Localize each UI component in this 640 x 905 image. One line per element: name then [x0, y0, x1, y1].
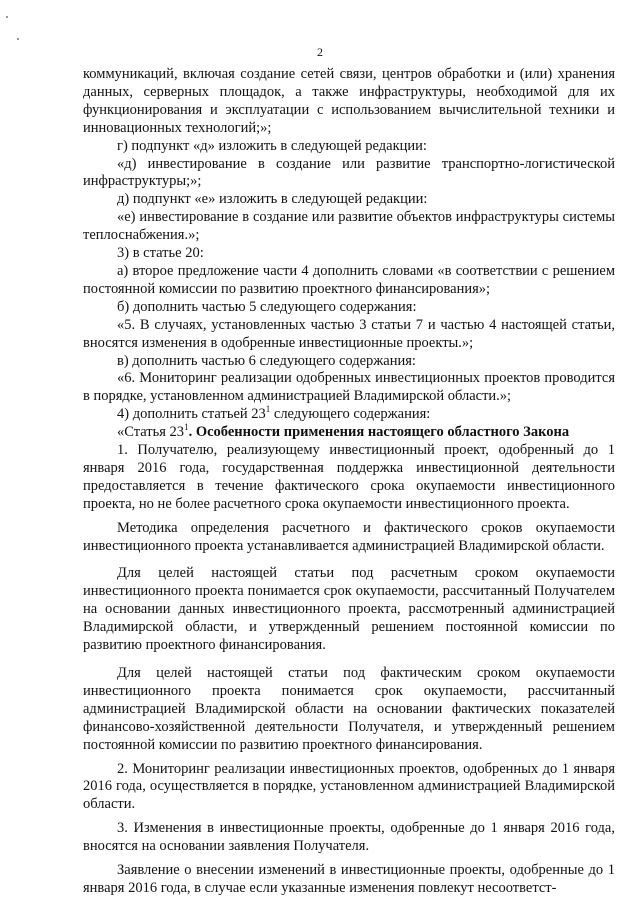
paragraph-text: 4) дополнить статьей 23 [117, 406, 266, 423]
paragraph [83, 406, 615, 424]
scan-speck [17, 38, 19, 40]
paragraph: г) подпункт «д» изложить в следующей редакции: [117, 137, 427, 154]
superscript: 1 [265, 404, 271, 415]
paragraph: «5. В случаях, установленных частью 3 статьи 7 и частью 4 настоящей статьи, вносятся изменения в одобренные инвестиционные проекты.»; [83, 316, 615, 351]
paragraph: Методика определения расчетного и фактического сроков окупаемости инвестиционного проекта устанавливается администрацией Владимирской области. [83, 519, 615, 554]
paragraph: 2. Мониторинг реализации инвестиционных проектов, одобренных до 1 января 2016 года, осуществляется в порядке, установленном администрацией Владимирской области. [83, 760, 615, 813]
paragraph: 1. Получателю, реализующему инвестиционный проект, одобренный до 1 января 2016 года, государственная поддержка инвестиционной деятельности предоставляется в течение фактического срока окупаемости инвестиционного проекта, но не более расчетного срока окупаемости инвестиционного проекта. [83, 442, 615, 512]
paragraph-text: следующего содержания: [270, 406, 431, 423]
superscript: 1 [184, 422, 189, 433]
article-heading-prefix: «Статья 23 [117, 424, 185, 441]
paragraph: а) второе предложение части 4 дополнить словами «в соответствии с решением постоянной комиссии по развитию проектного финансирования»; [83, 262, 615, 297]
document-body [83, 66, 615, 898]
paragraph: «6. Мониторинг реализации одобренных инвестиционных проектов проводится в порядке, установленном администрацией Владимирской области.»; [83, 370, 615, 405]
paragraph: б) дополнить частью 5 следующего содержания: [117, 298, 417, 315]
paragraph: коммуникаций, включая создание сетей связи, центров обработки и (или) хранения данных, серверных площадок, а также инфраструктуры, необходимой для их функционирования и эксплуатации с использованием вычислительной техники и инновационных технологий;»; [83, 66, 615, 136]
paragraph: 3. Изменения в инвестиционные проекты, одобренные до 1 января 2016 года, вносятся на основании заявления Получателя. [83, 820, 615, 855]
paragraph: «е) инвестирование в создание или развитие объектов инфраструктуры системы теплоснабжения.»; [83, 209, 615, 244]
paragraph: «д) инвестирование в создание или развитие транспортно-логистической инфраструктуры;»; [83, 155, 615, 190]
paragraph: Для целей настоящей статьи под расчетным сроком окупаемости инвестиционного проекта понимается срок окупаемости, рассчитанный Получателем на основании данных инвестиционного проекта, рассмотренный администрацией Владимирской области, и утвержденный решением постоянной комиссии по развитию проектного финансирования. [83, 565, 615, 654]
page-number: 2 [317, 45, 323, 59]
paragraph: Для целей настоящей статьи под фактическим сроком окупаемости инвестиционного проекта понимается срок окупаемости, рассчитанный администрацией Владимирской области на основании фактических показателей финансово-хозяйственной деятельности Получателя, и утвержденный решением постоянной комиссии по развитию проектного финансирования. [83, 665, 615, 753]
paragraph: д) подпункт «е» изложить в следующей редакции: [117, 191, 428, 208]
article-heading-title: . Особенности применения настоящего областного Закона [188, 424, 570, 441]
article-heading [83, 424, 615, 442]
paragraph: Заявление о внесении изменений в инвестиционные проекты, одобренные до 1 января 2016 года, в случае если указанные изменения повлекут несоответст- [83, 862, 615, 896]
scan-speck [6, 16, 8, 18]
paragraph: в) дополнить частью 6 следующего содержания: [117, 352, 416, 369]
paragraph: 3) в статье 20: [117, 245, 204, 262]
